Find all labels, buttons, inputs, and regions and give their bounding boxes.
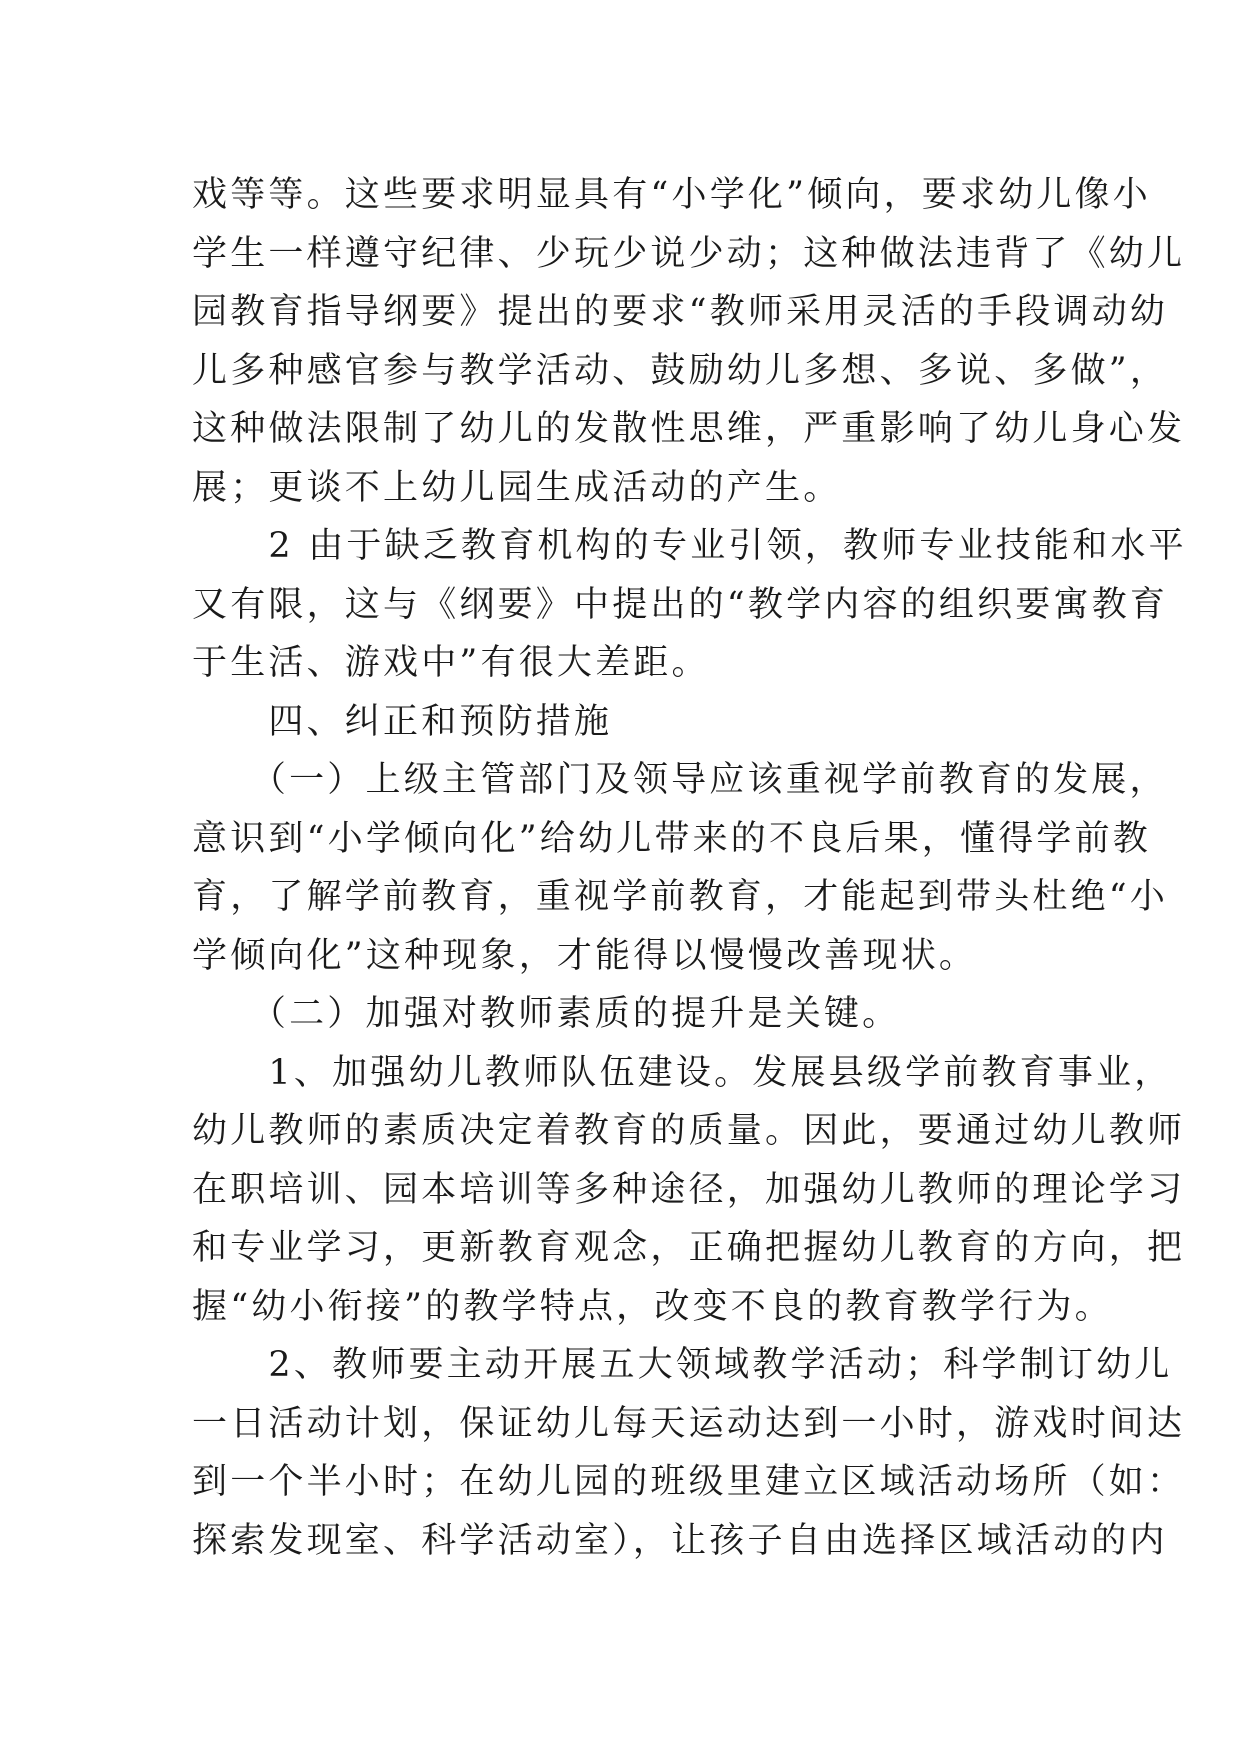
- text-line: 意识到“小学倾向化”给幼儿带来的不良后果，懂得学前教: [192, 818, 1151, 859]
- text-line: 2 由于缺乏教育机构的专业引领，教师专业技能和水平: [192, 526, 1187, 566]
- text-line: 在职培训、园本培训等多种途径，加强幼儿教师的理论学习: [192, 1169, 1186, 1210]
- text-line: 1、加强幼儿教师队伍建设。发展县级学前教育事业，: [192, 1052, 1173, 1093]
- text-line: 又有限，这与《纲要》中提出的“教学内容的组织要寓教育: [192, 584, 1169, 625]
- text-line: 园教育指导纲要》提出的要求“教师采用灵活的手段调动幼: [192, 292, 1169, 332]
- text-line: 握“幼小衔接”的教学特点，改变不良的教育教学行为。: [192, 1286, 1113, 1327]
- text-line: 育，了解学前教育，重视学前教育，才能起到带头杜绝“小: [192, 877, 1169, 917]
- subsection-heading: （二）加强对教师素质的提升是关键。: [192, 994, 901, 1034]
- text-line: 这种做法限制了幼儿的发散性思维，严重影响了幼儿身心发: [192, 409, 1186, 449]
- text-line: 幼儿教师的素质决定着教育的质量。因此，要通过幼儿教师: [192, 1111, 1186, 1151]
- text-line: 2、教师要主动开展五大领域教学活动；科学制订幼儿: [192, 1345, 1173, 1385]
- section-heading: 四、纠正和预防措施: [192, 701, 613, 742]
- text-line: 学倾向化”这种现象，才能得以慢慢改善现状。: [192, 935, 978, 976]
- text-line: 于生活、游戏中”有很大差距。: [192, 643, 710, 683]
- text-line: （一）上级主管部门及领导应该重视学前教育的发展，: [192, 760, 1168, 800]
- text-line: 一日活动计划，保证幼儿每天运动达到一小时，游戏时间达: [192, 1403, 1186, 1444]
- text-line: 到一个半小时；在幼儿园的班级里建立区域活动场所（如：: [192, 1462, 1186, 1502]
- text-line: 儿多种感官参与教学活动、鼓励幼儿多想、多说、多做”，: [192, 350, 1169, 391]
- body-text: [192, 166, 1187, 1570]
- text-line: 戏等等。这些要求明显具有“小学化”倾向，要求幼儿像小: [192, 175, 1151, 215]
- text-line: 学生一样遵守纪律、少玩少说少动；这种做法违背了《幼儿: [192, 233, 1186, 274]
- text-line: 和专业学习，更新教育观念，正确把握幼儿教育的方向，把: [192, 1228, 1186, 1268]
- text-line: 展；更谈不上幼儿园生成活动的产生。: [192, 467, 842, 508]
- text-line: 探索发现室、科学活动室），让孩子自由选择区域活动的内: [192, 1520, 1168, 1561]
